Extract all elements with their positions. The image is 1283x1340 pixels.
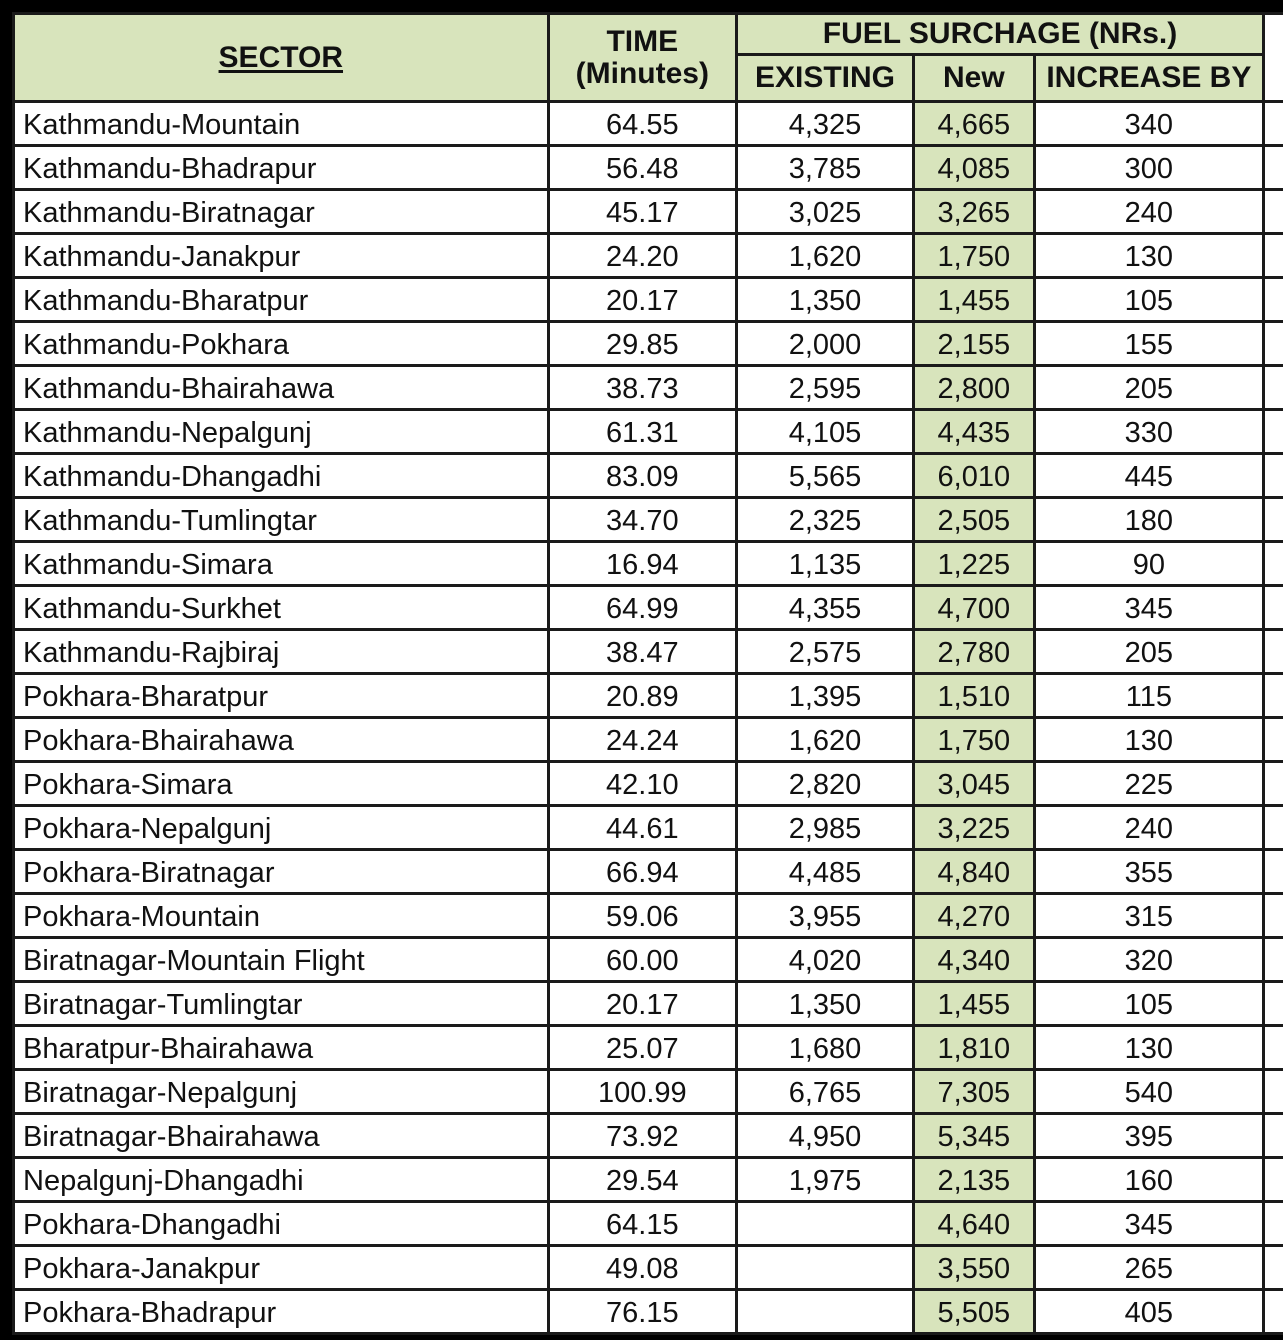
existing-cell: 2,575	[737, 630, 914, 674]
table-row	[14, 234, 1283, 278]
new-cell: 6,010	[914, 454, 1035, 498]
existing-cell: 4,355	[737, 586, 914, 630]
time-cell: 20.17	[548, 278, 736, 322]
increase-cell: 180	[1034, 498, 1263, 542]
sector-cell: Pokhara-Bhadrapur	[14, 1290, 549, 1334]
time-cell: 56.48	[548, 146, 736, 190]
existing-cell: 6,765	[737, 1070, 914, 1114]
time-cell: 64.55	[548, 102, 736, 146]
new-cell: 4,840	[914, 850, 1035, 894]
extra-cell	[1264, 190, 1283, 234]
new-cell: 1,750	[914, 234, 1035, 278]
table-row	[14, 102, 1283, 146]
time-cell: 73.92	[548, 1114, 736, 1158]
table-row	[14, 1158, 1283, 1202]
new-cell: 5,345	[914, 1114, 1035, 1158]
existing-cell: 1,975	[737, 1158, 914, 1202]
table-row	[14, 410, 1283, 454]
sector-cell: Pokhara-Bharatpur	[14, 674, 549, 718]
new-cell: 4,640	[914, 1202, 1035, 1246]
sector-cell: Kathmandu-Simara	[14, 542, 549, 586]
time-cell: 16.94	[548, 542, 736, 586]
time-cell: 60.00	[548, 938, 736, 982]
new-cell: 1,455	[914, 982, 1035, 1026]
new-cell: 4,270	[914, 894, 1035, 938]
increase-cell: 130	[1034, 234, 1263, 278]
time-cell: 34.70	[548, 498, 736, 542]
table-row	[14, 938, 1283, 982]
extra-cell	[1264, 366, 1283, 410]
extra-cell	[1264, 1114, 1283, 1158]
sector-cell: Pokhara-Simara	[14, 762, 549, 806]
increase-cell: 320	[1034, 938, 1263, 982]
time-cell: 38.73	[548, 366, 736, 410]
new-cell: 2,780	[914, 630, 1035, 674]
increase-cell: 265	[1034, 1246, 1263, 1290]
sector-cell: Nepalgunj-Dhangadhi	[14, 1158, 549, 1202]
increase-cell: 105	[1034, 982, 1263, 1026]
increase-cell: 240	[1034, 806, 1263, 850]
table-row	[14, 1114, 1283, 1158]
existing-cell: 1,620	[737, 234, 914, 278]
extra-cell	[1264, 542, 1283, 586]
time-cell: 42.10	[548, 762, 736, 806]
fuel-surcharge-header: FUEL SURCHAGE (NRs.)	[737, 14, 1264, 55]
existing-cell: 4,105	[737, 410, 914, 454]
increase-cell: 155	[1034, 322, 1263, 366]
table-row	[14, 190, 1283, 234]
existing-cell: 1,395	[737, 674, 914, 718]
time-cell: 59.06	[548, 894, 736, 938]
extra-cell	[1264, 1246, 1283, 1290]
new-cell: 4,085	[914, 146, 1035, 190]
time-cell: 64.15	[548, 1202, 736, 1246]
extra-cell	[1264, 1290, 1283, 1334]
sector-cell: Kathmandu-Surkhet	[14, 586, 549, 630]
sector-cell: Kathmandu-Nepalgunj	[14, 410, 549, 454]
increase-cell: 205	[1034, 630, 1263, 674]
new-cell: 2,505	[914, 498, 1035, 542]
sector-cell: Biratnagar-Tumlingtar	[14, 982, 549, 1026]
time-cell: 45.17	[548, 190, 736, 234]
sector-cell: Kathmandu-Pokhara	[14, 322, 549, 366]
time-header: TIME (Minutes)	[548, 14, 736, 102]
existing-cell: 3,955	[737, 894, 914, 938]
extra-cell	[1264, 982, 1283, 1026]
extra-cell	[1264, 1158, 1283, 1202]
existing-cell: 5,565	[737, 454, 914, 498]
increase-cell: 355	[1034, 850, 1263, 894]
table-row	[14, 366, 1283, 410]
time-cell: 44.61	[548, 806, 736, 850]
increase-cell: 90	[1034, 542, 1263, 586]
new-cell: 4,435	[914, 410, 1035, 454]
extra-cell	[1264, 850, 1283, 894]
sector-cell: Kathmandu-Bhadrapur	[14, 146, 549, 190]
existing-cell: 1,620	[737, 718, 914, 762]
existing-cell: 4,950	[737, 1114, 914, 1158]
new-cell: 3,045	[914, 762, 1035, 806]
time-cell: 20.17	[548, 982, 736, 1026]
increase-cell: 130	[1034, 718, 1263, 762]
sector-cell: Biratnagar-Nepalgunj	[14, 1070, 549, 1114]
increase-cell: 330	[1034, 410, 1263, 454]
sector-cell: Kathmandu-Rajbiraj	[14, 630, 549, 674]
table-row	[14, 850, 1283, 894]
existing-cell: 4,020	[737, 938, 914, 982]
increase-cell: 315	[1034, 894, 1263, 938]
existing-cell: 3,025	[737, 190, 914, 234]
sector-cell: Kathmandu-Bharatpur	[14, 278, 549, 322]
extra-column-header	[1264, 14, 1283, 102]
sector-cell: Biratnagar-Mountain Flight	[14, 938, 549, 982]
increase-cell: 345	[1034, 1202, 1263, 1246]
extra-cell	[1264, 454, 1283, 498]
table-row	[14, 894, 1283, 938]
time-cell: 61.31	[548, 410, 736, 454]
sector-cell: Kathmandu-Dhangadhi	[14, 454, 549, 498]
new-cell: 2,135	[914, 1158, 1035, 1202]
sector-cell: Pokhara-Dhangadhi	[14, 1202, 549, 1246]
table-row	[14, 586, 1283, 630]
increase-cell: 240	[1034, 190, 1263, 234]
sector-cell: Pokhara-Nepalgunj	[14, 806, 549, 850]
table-row	[14, 146, 1283, 190]
table-body	[14, 102, 1283, 1334]
table-row	[14, 1290, 1283, 1334]
increase-cell: 105	[1034, 278, 1263, 322]
sector-cell: Pokhara-Mountain	[14, 894, 549, 938]
existing-cell: 2,820	[737, 762, 914, 806]
extra-cell	[1264, 278, 1283, 322]
table-row	[14, 278, 1283, 322]
existing-cell: 1,350	[737, 278, 914, 322]
sector-cell: Kathmandu-Biratnagar	[14, 190, 549, 234]
new-cell: 4,700	[914, 586, 1035, 630]
extra-cell	[1264, 674, 1283, 718]
extra-cell	[1264, 718, 1283, 762]
time-cell: 100.99	[548, 1070, 736, 1114]
time-cell: 25.07	[548, 1026, 736, 1070]
table-row	[14, 322, 1283, 366]
extra-cell	[1264, 894, 1283, 938]
new-header: New	[914, 55, 1035, 102]
increase-cell: 395	[1034, 1114, 1263, 1158]
increase-cell: 300	[1034, 146, 1263, 190]
new-cell: 3,265	[914, 190, 1035, 234]
extra-cell	[1264, 1026, 1283, 1070]
table-row	[14, 498, 1283, 542]
new-cell: 4,340	[914, 938, 1035, 982]
time-cell: 83.09	[548, 454, 736, 498]
table-row	[14, 718, 1283, 762]
new-cell: 3,550	[914, 1246, 1035, 1290]
fuel-surcharge-table	[12, 12, 1283, 1335]
existing-cell	[737, 1246, 914, 1290]
extra-cell	[1264, 806, 1283, 850]
time-cell: 49.08	[548, 1246, 736, 1290]
extra-cell	[1264, 322, 1283, 366]
new-cell: 3,225	[914, 806, 1035, 850]
extra-cell	[1264, 630, 1283, 674]
table-row	[14, 762, 1283, 806]
extra-cell	[1264, 762, 1283, 806]
existing-cell: 2,595	[737, 366, 914, 410]
new-cell: 2,155	[914, 322, 1035, 366]
time-cell: 29.54	[548, 1158, 736, 1202]
table-row	[14, 542, 1283, 586]
existing-cell: 1,680	[737, 1026, 914, 1070]
increase-cell: 160	[1034, 1158, 1263, 1202]
sector-cell: Biratnagar-Bhairahawa	[14, 1114, 549, 1158]
extra-cell	[1264, 146, 1283, 190]
increase-cell: 115	[1034, 674, 1263, 718]
time-cell: 64.99	[548, 586, 736, 630]
sector-cell: Kathmandu-Janakpur	[14, 234, 549, 278]
extra-cell	[1264, 1202, 1283, 1246]
increase-cell: 225	[1034, 762, 1263, 806]
existing-cell: 4,485	[737, 850, 914, 894]
table-row	[14, 674, 1283, 718]
sector-cell: Kathmandu-Bhairahawa	[14, 366, 549, 410]
increase-cell: 205	[1034, 366, 1263, 410]
table-row	[14, 982, 1283, 1026]
existing-cell: 2,985	[737, 806, 914, 850]
extra-cell	[1264, 938, 1283, 982]
existing-cell	[737, 1202, 914, 1246]
new-cell: 1,810	[914, 1026, 1035, 1070]
new-cell: 4,665	[914, 102, 1035, 146]
new-cell: 1,225	[914, 542, 1035, 586]
time-cell: 38.47	[548, 630, 736, 674]
table-header	[14, 14, 1283, 102]
sector-cell: Bharatpur-Bhairahawa	[14, 1026, 549, 1070]
new-cell: 7,305	[914, 1070, 1035, 1114]
increase-cell: 405	[1034, 1290, 1263, 1334]
existing-cell: 2,000	[737, 322, 914, 366]
time-cell: 76.15	[548, 1290, 736, 1334]
table-row	[14, 1070, 1283, 1114]
extra-cell	[1264, 234, 1283, 278]
existing-cell: 1,135	[737, 542, 914, 586]
extra-cell	[1264, 102, 1283, 146]
time-cell: 66.94	[548, 850, 736, 894]
new-cell: 1,455	[914, 278, 1035, 322]
time-cell: 29.85	[548, 322, 736, 366]
increase-cell: 345	[1034, 586, 1263, 630]
increase-cell: 130	[1034, 1026, 1263, 1070]
sector-header: SECTOR	[14, 14, 549, 102]
existing-header: EXISTING	[737, 55, 914, 102]
sector-cell: Pokhara-Biratnagar	[14, 850, 549, 894]
time-cell: 24.24	[548, 718, 736, 762]
sector-cell: Kathmandu-Mountain	[14, 102, 549, 146]
existing-cell: 4,325	[737, 102, 914, 146]
table-row	[14, 1246, 1283, 1290]
time-cell: 24.20	[548, 234, 736, 278]
sector-cell: Kathmandu-Tumlingtar	[14, 498, 549, 542]
table-row	[14, 1202, 1283, 1246]
new-cell: 1,510	[914, 674, 1035, 718]
extra-cell	[1264, 498, 1283, 542]
table-row	[14, 454, 1283, 498]
increase-cell: 540	[1034, 1070, 1263, 1114]
table-row	[14, 806, 1283, 850]
sector-cell: Pokhara-Janakpur	[14, 1246, 549, 1290]
existing-cell: 3,785	[737, 146, 914, 190]
existing-cell: 2,325	[737, 498, 914, 542]
new-cell: 2,800	[914, 366, 1035, 410]
extra-cell	[1264, 1070, 1283, 1114]
table-row	[14, 1026, 1283, 1070]
table-row	[14, 630, 1283, 674]
increase-cell: 340	[1034, 102, 1263, 146]
new-cell: 5,505	[914, 1290, 1035, 1334]
increase-cell: 445	[1034, 454, 1263, 498]
increase-by-header: INCREASE BY	[1034, 55, 1263, 102]
extra-cell	[1264, 410, 1283, 454]
new-cell: 1,750	[914, 718, 1035, 762]
sector-cell: Pokhara-Bhairahawa	[14, 718, 549, 762]
time-cell: 20.89	[548, 674, 736, 718]
extra-cell	[1264, 586, 1283, 630]
existing-cell: 1,350	[737, 982, 914, 1026]
existing-cell	[737, 1290, 914, 1334]
